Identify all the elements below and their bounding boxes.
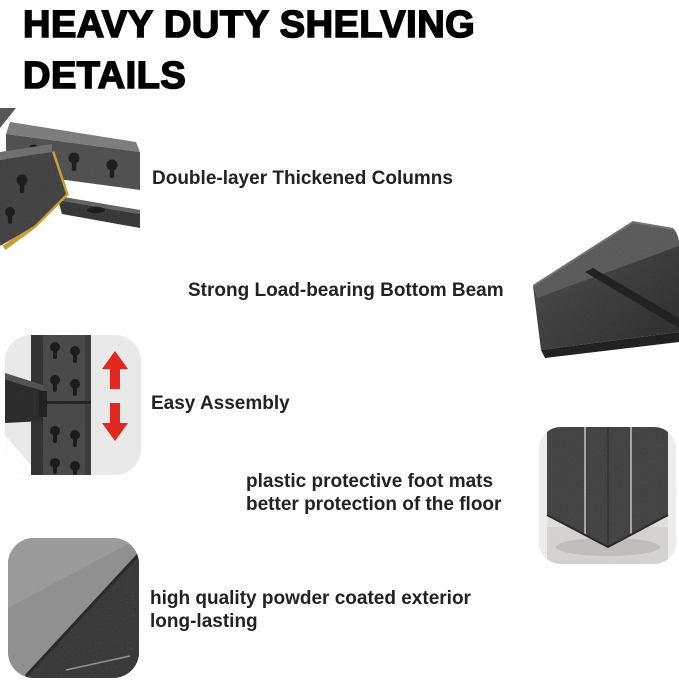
page-title-line2: DETAILS <box>23 55 187 97</box>
feature-label-beam: Strong Load-bearing Bottom Beam <box>188 280 504 301</box>
page-title <box>23 0 475 102</box>
coating-photo <box>8 538 139 678</box>
feature-label-assembly: Easy Assembly <box>151 393 290 414</box>
assembly-photo-image <box>5 335 141 475</box>
columns-photo-image <box>0 108 142 268</box>
beam-photo <box>533 220 679 365</box>
foot-photo <box>539 427 676 564</box>
page-title-line1: HEAVY DUTY SHELVING <box>23 4 476 46</box>
feature-label-columns: Double-layer Thickened Columns <box>152 168 453 189</box>
feature-label-foot <box>246 470 501 516</box>
beam-photo-image <box>533 220 679 365</box>
coating-photo-image <box>8 538 139 678</box>
feature-label-foot-line2: better protection of the floor <box>246 494 502 515</box>
feature-label-foot-line1: plastic protective foot mats <box>246 471 494 492</box>
feature-label-coating-line1: high quality powder coated exterior <box>150 588 471 609</box>
columns-photo <box>0 108 142 268</box>
feature-label-coating <box>150 587 471 633</box>
assembly-photo <box>5 335 141 475</box>
foot-photo-image <box>539 427 676 564</box>
feature-label-coating-line2: long-lasting <box>150 611 258 632</box>
